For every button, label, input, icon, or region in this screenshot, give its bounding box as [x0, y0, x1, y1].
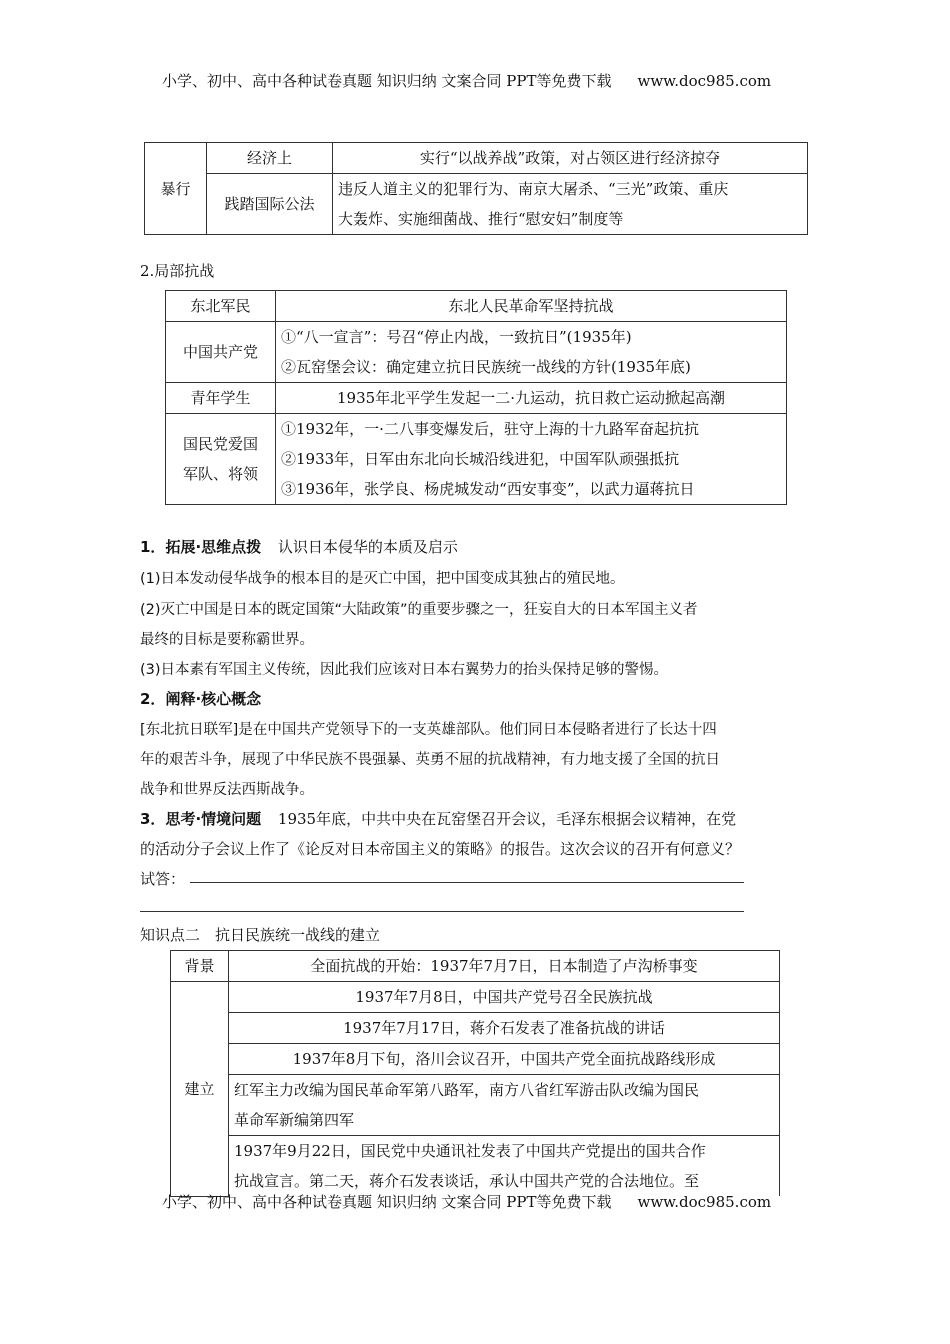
background-label: 背景 — [171, 951, 229, 982]
ccp-label: 中国共产党 — [166, 322, 276, 383]
kmt-label-line-1: 国民党爱国 — [182, 435, 258, 453]
establishment-item-5-line-2: 抗战宣言。第二天，蒋介石发表谈话，承认中国共产党的合法地位。至 — [234, 1172, 700, 1190]
local-resistance-table — [165, 290, 787, 505]
p1-num: 1． — [140, 538, 166, 556]
ccp-content — [276, 322, 787, 383]
establishment-item-4 — [229, 1075, 780, 1136]
students-label: 青年学生 — [166, 383, 276, 414]
p1-heading — [140, 536, 458, 557]
header-text: 小学、初中、高中各种试卷真题 知识归纳 文案合同 PPT等免费下载 — [162, 72, 612, 90]
establishment-label: 建立 — [171, 982, 229, 1197]
establishment-item-1: 1937年7月8日，中国共产党号召全民族抗战 — [229, 982, 780, 1013]
kmt-line-3: ③1936年，张学良、杨虎城发动“西安事变”，以武力逼蒋抗日 — [281, 480, 695, 498]
p3-line-1: 1935年底，中共中央在瓦窑堡召开会议，毛泽东根据会议精神，在党 — [277, 810, 737, 828]
p2-line-3: 战争和世界反法西斯战争。 — [140, 782, 314, 798]
footer-text: 小学、初中、高中各种试卷真题 知识归纳 文案合同 PPT等免费下载 — [162, 1193, 612, 1211]
kmt-line-1: ①1932年，一·二八事变爆发后，驻守上海的十九路军奋起抗抗 — [281, 420, 699, 438]
header-site: www.doc985.com — [637, 72, 772, 90]
kmt-label-line-2: 军队、将领 — [182, 465, 258, 483]
p2-line-1: [东北抗日联军]是在中国共产党领导下的一支英雄部队。他们同日本侵略者进行了长达十四 — [140, 722, 717, 738]
p2-heading — [140, 688, 261, 709]
ne-army-content: 东北人民革命军坚持抗战 — [276, 291, 787, 322]
p1-line-2: (2)灭亡中国是日本的既定国策“大陆政策”的重要步骤之一，狂妄自大的日本军国主义者 — [140, 602, 698, 618]
p1-line-3: 最终的目标是要称霸世界。 — [140, 632, 314, 648]
economy-content: 实行“以战养战”政策，对占领区进行经济掠夺 — [333, 143, 808, 174]
students-content: 1935年北平学生发起一二·九运动，抗日救亡运动掀起高潮 — [276, 383, 787, 414]
footer-site: www.doc985.com — [637, 1193, 772, 1211]
ccp-line-2: ②瓦窑堡会议：确定建立抗日民族统一战线的方针(1935年底) — [281, 358, 691, 376]
p1-head: 拓展·思维点拨 — [165, 538, 262, 556]
answer-line-1[interactable] — [190, 882, 744, 883]
p3-num: 3． — [140, 810, 166, 828]
answer-line-2[interactable] — [140, 911, 744, 912]
united-front-table — [170, 950, 780, 1197]
p1-line-1: (1)日本发动侵华战争的根本目的是灭亡中国，把中国变成其独占的殖民地。 — [140, 571, 625, 587]
page-footer — [162, 1191, 771, 1212]
kmt-content — [276, 414, 787, 505]
intl-law-content — [333, 174, 808, 235]
section-3-title: 知识点二 抗日民族统一战线的建立 — [140, 926, 381, 944]
establishment-item-4-line-2: 革命军新编第四军 — [234, 1111, 355, 1129]
establishment-item-5 — [229, 1136, 780, 1197]
row-label-atrocities: 暴行 — [145, 143, 207, 235]
p2-head: 阐释·核心概念 — [165, 690, 262, 708]
background-content: 全面抗战的开始：1937年7月7日，日本制造了卢沟桥事变 — [229, 951, 780, 982]
ne-army-label: 东北军民 — [166, 291, 276, 322]
section-2-title: 2.局部抗战 — [140, 262, 215, 280]
kmt-label — [166, 414, 276, 505]
page-header — [162, 70, 771, 91]
ccp-line-1: ①“八一宣言”：号召“停止内战，一致抗日”(1935年) — [281, 328, 632, 346]
p1-topic: 认识日本侵华的本质及启示 — [277, 538, 458, 556]
p1-line-4: (3)日本素有军国主义传统，因此我们应该对日本右翼势力的抬头保持足够的警惕。 — [140, 662, 669, 678]
economy-label: 经济上 — [207, 143, 333, 174]
p3-head: 思考·情境问题 — [165, 810, 262, 828]
intl-law-line-2: 大轰炸、实施细菌战、推行“慰安妇”制度等 — [338, 210, 624, 228]
p3-heading — [140, 808, 736, 829]
establishment-item-4-line-1: 红军主力改编为国民革命军第八路军，南方八省红军游击队改编为国民 — [234, 1081, 700, 1099]
kmt-line-2: ②1933年，日军由东北向长城沿线进犯，中国军队顽强抵抗 — [281, 450, 680, 468]
atrocities-table — [144, 142, 808, 235]
establishment-item-3: 1937年8月下旬，洛川会议召开，中国共产党全面抗战路线形成 — [229, 1044, 780, 1075]
answer-label: 试答： — [140, 870, 186, 888]
establishment-item-5-line-1: 1937年9月22日，国民党中央通讯社发表了中国共产党提出的国共合作 — [234, 1142, 706, 1160]
p3-line-2: 的活动分子会议上作了《论反对日本帝国主义的策略》的报告。这次会议的召开有何意义？ — [140, 840, 741, 858]
p2-num: 2． — [140, 690, 166, 708]
p2-line-2: 年的艰苦斗争，展现了中华民族不畏强暴、英勇不屈的抗战精神，有力地支援了全国的抗日 — [140, 752, 720, 768]
intl-law-label: 践踏国际公法 — [207, 174, 333, 235]
establishment-item-2: 1937年7月17日，蒋介石发表了准备抗战的讲话 — [229, 1013, 780, 1044]
intl-law-line-1: 违反人道主义的犯罪行为、南京大屠杀、“三光”政策、重庆 — [338, 180, 729, 198]
